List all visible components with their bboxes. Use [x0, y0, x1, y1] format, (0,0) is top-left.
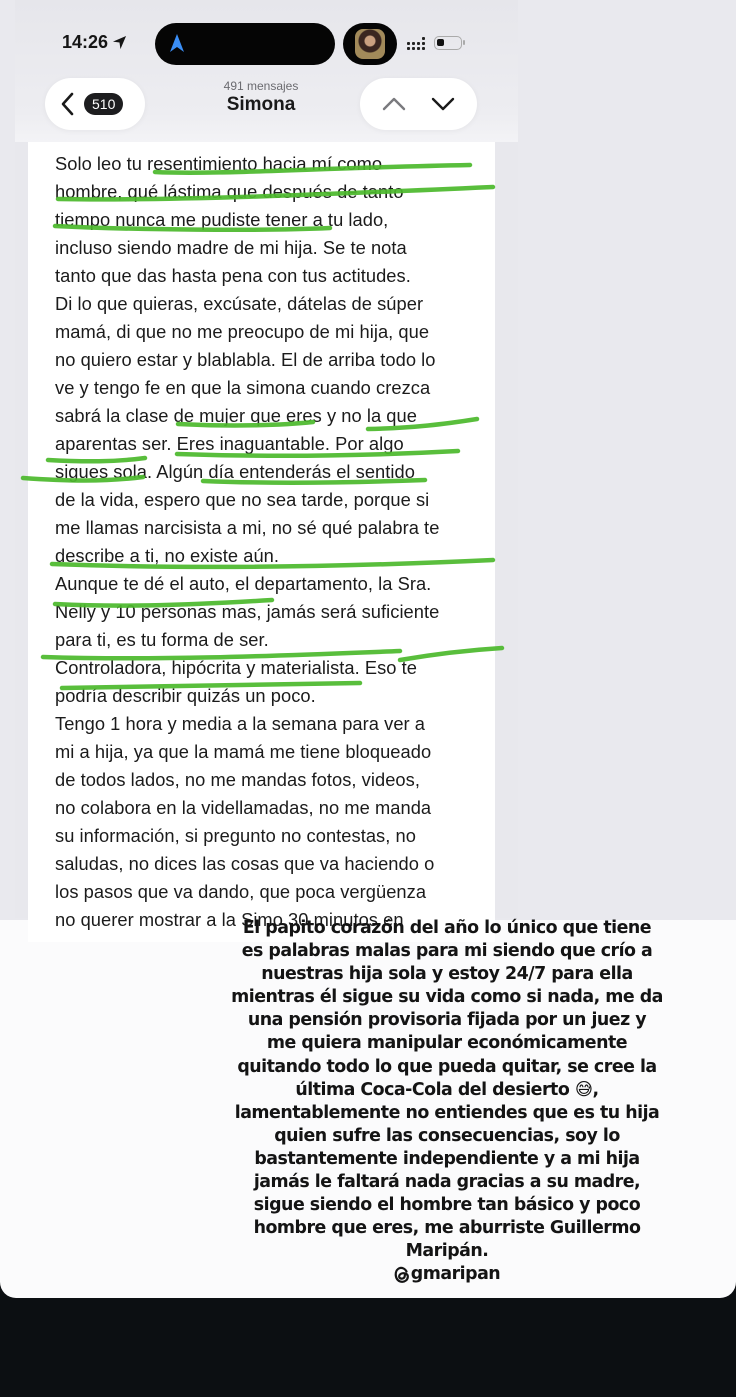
message-line: Solo leo tu resentimiento hacia mí como — [55, 153, 383, 174]
mention-handle: gmaripan — [410, 1264, 501, 1285]
message-line: hombre, qué lástima que después de tanto — [55, 181, 404, 202]
message-line: no quiero estar y blablabla. El de arriba todo lo — [55, 349, 436, 370]
maps-navigation-icon — [170, 34, 184, 52]
message-navigation — [360, 78, 477, 130]
caption-line: quien sufre las consecuencias, soy lo — [274, 1125, 620, 1146]
caption-line: nuestras hija sola y estoy 24/7 para ella — [261, 964, 633, 985]
contact-name: Simona — [226, 94, 296, 115]
message-bubble — [28, 142, 495, 942]
caption-line: sigue siendo el hombre tan básico y poco — [253, 1195, 641, 1216]
thread-title — [175, 79, 347, 116]
caption-line: quitando todo lo que pueda quitar, se cree la — [237, 1056, 657, 1077]
message-line: describe a ti, no existe aún. — [55, 545, 280, 566]
message-count: 491 mensajes — [223, 79, 299, 93]
message-text — [55, 150, 495, 934]
location-arrow-icon — [112, 35, 127, 50]
battery-low-icon — [434, 36, 462, 50]
message-line: de todos lados, no me mandas fotos, videos, — [55, 769, 420, 790]
caption-line: jamás le faltará nada gracias a su madre, — [253, 1172, 641, 1193]
caption-line: bastantemente independiente y a mi hija — [254, 1148, 640, 1169]
message-line: Tengo 1 hora y media a la semana para ver a — [55, 713, 426, 734]
caption-line: es palabras malas para mi siendo que crío a — [241, 941, 653, 962]
chevron-left-icon — [60, 92, 74, 116]
avatar-thumbnail — [355, 29, 385, 59]
caption-line: me quiera manipular económicamente — [266, 1033, 628, 1054]
caption-line: una pensión provisoria fijada por un juez y — [247, 1010, 647, 1031]
caption-line: mientras él sigue su vida como si nada, me da — [231, 987, 663, 1008]
threads-at-icon — [394, 1266, 410, 1284]
message-line: saludas, no dices las cosas que va haciendo o — [55, 853, 435, 874]
unread-badge: 510 — [84, 93, 123, 115]
message-line: mamá, di que no me preocupo de mi hija, que — [55, 321, 430, 342]
dynamic-island — [155, 23, 335, 65]
message-line: no querer mostrar a la Simo 30 minutos en — [55, 909, 404, 930]
caption-line: hombre que eres, me aburriste Guillermo — [253, 1218, 641, 1239]
message-line: no colabora en la videllamadas, no me manda — [55, 797, 432, 818]
caption-line: Maripán. — [405, 1241, 489, 1262]
message-line: mi a hija, ya que la mamá me tiene bloqueado — [55, 741, 432, 762]
message-line: incluso siendo madre de mi hija. Se te nota — [55, 237, 407, 258]
status-bar-time — [62, 32, 127, 53]
message-line: de la vida, espero que no sea tarde, porque si — [55, 489, 430, 510]
chevron-up-icon[interactable] — [382, 97, 406, 111]
embedded-chat-screenshot — [15, 0, 518, 930]
time-label: 14:26 — [62, 32, 109, 52]
message-line: ve y tengo fe en que la simona cuando crezca — [55, 377, 431, 398]
message-line: los pasos que va dando, que poca vergüenza — [55, 881, 427, 902]
back-button[interactable] — [45, 78, 145, 130]
message-line: podría describir quizás un poco. — [55, 685, 316, 706]
message-line: sabrá la clase de mujer que eres y no la que — [55, 405, 417, 426]
message-line: Controladora, hipócrita y materialista. Eso te — [55, 657, 417, 678]
message-line: Aunque te dé el auto, el departamento, la Sra. — [55, 573, 432, 594]
cellular-signal-icon — [407, 37, 427, 49]
message-line: para ti, es tu forma de ser. — [55, 629, 269, 650]
caption-line: última Coca-Cola del desierto 😅, — [295, 1079, 599, 1100]
message-line: su información, si pregunto no contestas, no — [55, 825, 416, 846]
now-playing-island — [343, 23, 397, 65]
mention-tag[interactable] — [222, 1263, 672, 1291]
message-line: aparentas ser. Eres inaguantable. Por algo — [55, 433, 404, 454]
message-line: sigues sola. Algún día entenderás el sentido — [55, 461, 415, 482]
caption-line: El papito corazón del año lo único que tiene — [242, 918, 652, 938]
message-line: Di lo que quieras, excúsate, dátelas de súper — [55, 293, 424, 314]
message-line: me llamas narcisista a mi, no sé qué palabra te — [55, 517, 440, 538]
chevron-down-icon[interactable] — [431, 97, 455, 111]
message-line: Nelly y 10 personas mas, jamás será suficiente — [55, 601, 440, 622]
message-line: tiempo nunca me pudiste tener a tu lado, — [55, 209, 389, 230]
message-line: tanto que das hasta pena con tus actitudes. — [55, 265, 411, 286]
story-caption — [222, 917, 672, 1291]
caption-line: lamentablemente no entiendes que es tu hija — [234, 1102, 660, 1123]
